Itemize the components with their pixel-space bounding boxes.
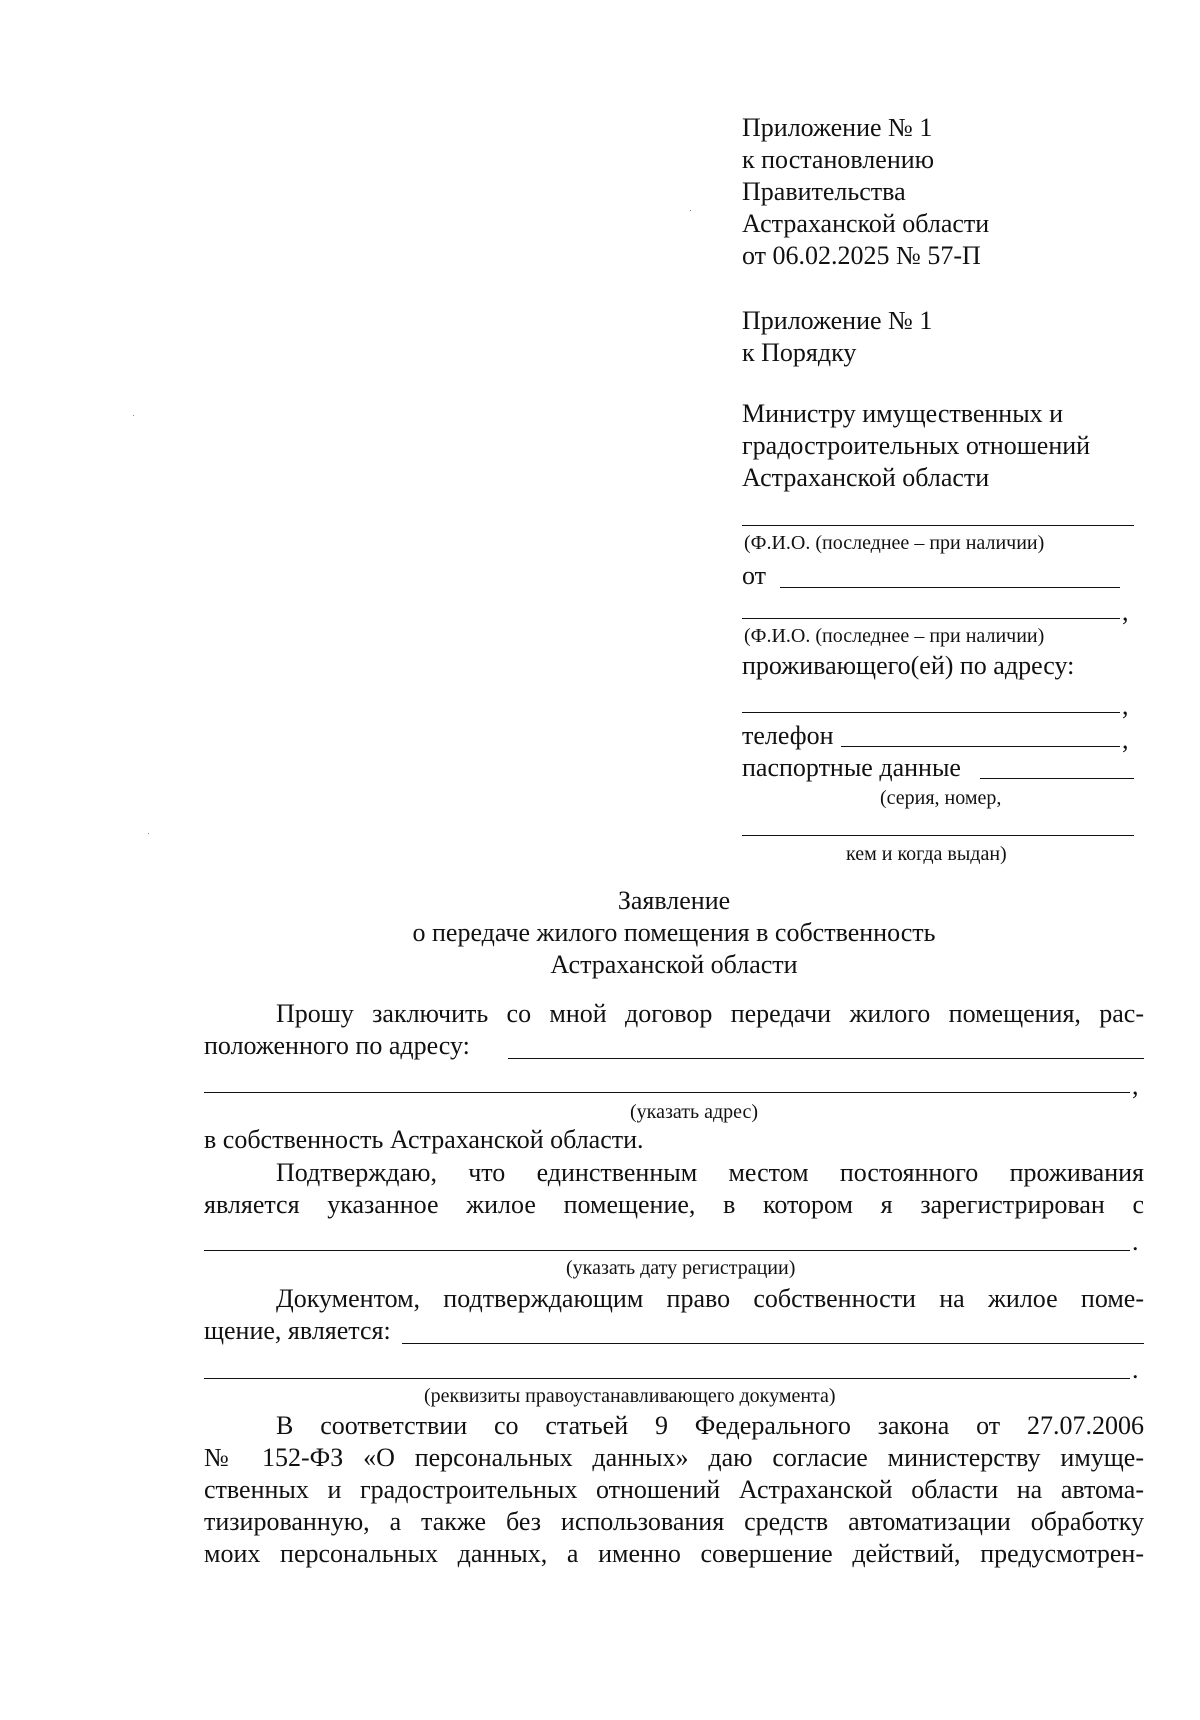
document-title-line-3: Астраханской области	[550, 950, 798, 979]
comma-3: ,	[1122, 725, 1129, 754]
comma-1: ,	[1122, 597, 1129, 626]
address-caption: (указать адрес)	[630, 1101, 759, 1123]
order-header-line-2: к Порядку	[742, 338, 857, 367]
phone-line[interactable]	[841, 746, 1120, 747]
phone-label: телефон	[742, 721, 834, 750]
appendix-header-line-3: Правительства	[742, 177, 906, 206]
residence-label: проживающего(ей) по адресу:	[742, 651, 1075, 680]
p2-line-1: Подтверждаю, что единственным местом постоянного проживания	[276, 1158, 1144, 1187]
p4-line-5: моих персональных данных, а именно совершение действий, предусмотрен-	[204, 1539, 1144, 1568]
appendix-header-line-5: от 06.02.2025 № 57-П	[742, 241, 981, 270]
addressee-line-3: Астраханской области	[742, 463, 990, 492]
applicant-fio-line-2[interactable]	[742, 618, 1120, 619]
p4-line-1: В соответствии со статьей 9 Федерального закона от 27.07.2006	[276, 1411, 1144, 1440]
document-title-line-1: Заявление	[617, 886, 731, 915]
registration-date-line[interactable]	[204, 1250, 1130, 1251]
p1-line-2: положенного по адресу:	[204, 1031, 470, 1060]
passport-line-1[interactable]	[980, 778, 1134, 779]
ownership-doc-line-2[interactable]	[204, 1378, 1130, 1379]
passport-caption-2: кем и когда выдан)	[846, 843, 1007, 865]
passport-caption-1: (серия, номер,	[880, 787, 1002, 809]
comma-4: ,	[1132, 1071, 1139, 1100]
order-header-line-1: Приложение № 1	[742, 306, 933, 335]
addressee-line-2: градостроительных отношений	[742, 431, 1091, 460]
fio-caption-2: (Ф.И.О. (последнее – при наличии)	[744, 625, 1045, 647]
fio-caption-1: (Ф.И.О. (последнее – при наличии)	[744, 532, 1045, 554]
p3-line-2: щение, является:	[204, 1316, 391, 1345]
residence-address-line[interactable]	[742, 712, 1120, 713]
passport-line-2[interactable]	[742, 835, 1134, 836]
p1-line-1: Прошу заключить со мной договор передачи жилого помещения, рас-	[276, 999, 1144, 1028]
address-line-2[interactable]	[204, 1092, 1130, 1093]
address-line-1[interactable]	[508, 1058, 1144, 1059]
p2-line-2: является указанное жилое помещение, в котором я зарегистрирован с	[204, 1190, 1144, 1219]
p1-end: в собственность Астраханской области.	[204, 1125, 644, 1154]
addressee-line-1: Министру имущественных и	[742, 399, 1064, 428]
ownership-doc-line-1[interactable]	[402, 1343, 1144, 1344]
p3-line-1: Документом, подтверждающим право собственности на жилое поме-	[276, 1284, 1144, 1313]
period-1: .	[1132, 1227, 1139, 1256]
doc-caption: (реквизиты правоустанавливающего документа)	[424, 1385, 836, 1407]
p4-line-3: ственных и градостроительных отношений Астраханской области на автома-	[204, 1475, 1144, 1504]
from-label: от	[742, 561, 767, 590]
p4-line-4: тизированную, а также без использования средств автоматизации обработку	[204, 1507, 1144, 1536]
p4-line-2: № 152-ФЗ «О персональных данных» даю согласие министерству имуще-	[204, 1443, 1144, 1472]
passport-label: паспортные данные	[742, 753, 961, 782]
comma-2: ,	[1122, 691, 1129, 720]
appendix-header-line-2: к постановлению	[742, 145, 935, 174]
appendix-header-line-1: Приложение № 1	[742, 113, 933, 142]
appendix-header-line-4: Астраханской области	[742, 209, 990, 238]
applicant-fio-line-1[interactable]	[780, 587, 1120, 588]
minister-fio-line[interactable]	[742, 525, 1134, 526]
document-title-line-2: о передаче жилого помещения в собственность	[412, 918, 936, 947]
date-caption: (указать дату регистрации)	[566, 1257, 796, 1279]
period-2: .	[1132, 1355, 1139, 1384]
